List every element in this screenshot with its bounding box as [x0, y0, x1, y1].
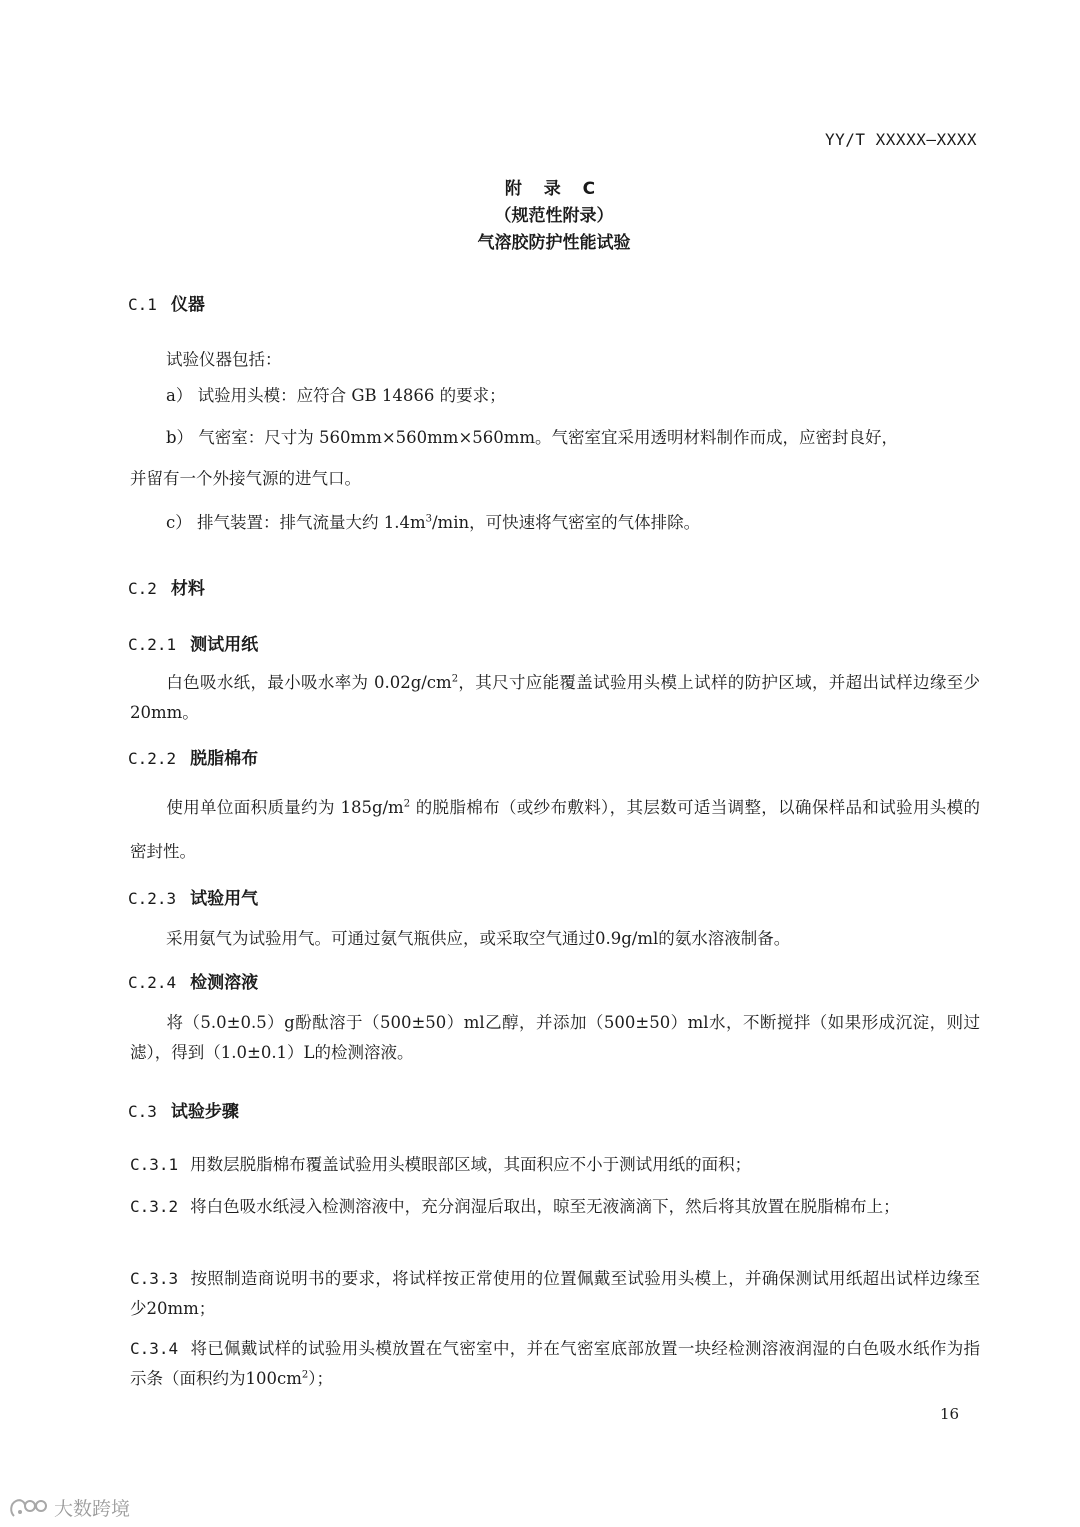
subsection-heading-c24 [128, 968, 258, 993]
section-number: C.3 [128, 1102, 157, 1121]
section-heading-c1 [128, 290, 205, 315]
c1-item-a: a） 试验用头模：应符合 GB 14866 的要求； [166, 386, 506, 405]
subsection-number: C.2.1 [128, 635, 177, 654]
subsection-heading-c22 [128, 744, 258, 769]
section-number: C.1 [128, 295, 157, 314]
section-number: C.2 [128, 579, 157, 598]
subsection-heading-c23 [128, 884, 258, 909]
superscript: 2 [301, 1369, 309, 1381]
c32-paragraph: C.3.2 将白色吸水纸浸入检测溶液中，充分润湿后取出，晾至无液滴滴下，然后将其放置在脱脂棉布上； [130, 1197, 900, 1216]
c21-paragraph: 白色吸水纸，最小吸水率为 $0.02g/cm^2$，其尺寸应能覆盖试验用头模上试样的防护区域，并超出试样边缘至少 20mm。 [130, 673, 980, 722]
clause-number: C.3.1 [130, 1155, 179, 1174]
annex-type: （规范性附录） [494, 206, 614, 226]
c1-item-b-line2: 并留有一个外接气源的进气口。 [130, 469, 361, 488]
section-title: 材料 [170, 579, 205, 599]
subsection-title: 测试用纸 [190, 635, 259, 655]
section-title: 仪器 [170, 295, 205, 315]
clause-number: C.3.2 [130, 1197, 179, 1216]
clause-number: C.3.3 [130, 1269, 179, 1288]
annex-title-block [0, 176, 1080, 257]
c1-item-b-line1: b） 气密室：尺寸为 560mm×560mm×560mm。气密室宜采用透明材料制作而成，应密封良好， [166, 428, 899, 447]
section-heading-c3 [128, 1097, 239, 1122]
watermark [8, 1494, 130, 1521]
c24-paragraph: 将（5.0±0.5）g酚酞溶于（500±50）ml乙醇，并添加（500±50）ml水，不断搅拌（如果形成沉淀，则过滤），得到（1.0±0.1）L的检测溶液。 [130, 1013, 980, 1062]
c33-paragraph: C.3.3 按照制造商说明书的要求，将试样按正常使用的位置佩戴至试验用头模上，并确保测试用纸超出试样边缘至少20mm； [130, 1269, 980, 1318]
section-heading-c2 [128, 574, 205, 599]
c1-item-c-text-end: /min，可快速将气密室的气体排除。 [432, 513, 701, 532]
c1-intro: 试验仪器包括： [166, 350, 282, 369]
subsection-number: C.2.4 [128, 973, 177, 992]
clause-number: C.3.4 [130, 1339, 179, 1358]
watermark-text: 大数跨境 [54, 1498, 131, 1520]
c22-paragraph: 使用单位面积质量约为 $185g/m^2$ 的脱脂棉布（或纱布敷料），其层数可适当调整，以确保样品和试验用头模的密封性。 [130, 798, 980, 861]
subsection-heading-c21 [128, 630, 258, 655]
subsection-number: C.2.2 [128, 749, 177, 768]
c1-item-c-text: c） 排气装置：排气流量大约 1.4m [166, 513, 426, 532]
superscript: 2 [451, 673, 459, 685]
c23-paragraph: 采用氨气为试验用气。可通过氨气瓶供应，或采取空气通过0.9g/ml的氨水溶液制备。 [166, 929, 791, 948]
superscript: 2 [403, 798, 411, 810]
section-title: 试验步骤 [170, 1102, 239, 1122]
subsection-title: 试验用气 [190, 889, 259, 909]
annex-title: 附 录 C [504, 179, 604, 199]
superscript: 3 [425, 513, 432, 525]
c1-item-c [166, 509, 700, 533]
c34-paragraph: C.3.4 将已佩戴试样的试验用头模放置在气密室中，并在气密室底部放置一块经检测溶液润湿的白色吸水纸作为指示条（面积约为$100cm^2$）； [130, 1339, 980, 1388]
watermark-logo-icon [8, 1496, 48, 1520]
annex-subject: 气溶胶防护性能试验 [477, 233, 631, 253]
subsection-number: C.2.3 [128, 889, 177, 908]
page-number: 16 [940, 1405, 960, 1423]
subsection-title: 脱脂棉布 [190, 749, 259, 769]
standard-number: YY/T XXXXX—XXXX [825, 130, 977, 149]
subsection-title: 检测溶液 [190, 973, 259, 993]
c31-paragraph: C.3.1 用数层脱脂棉布覆盖试验用头模眼部区域，其面积应不小于测试用纸的面积； [130, 1155, 752, 1174]
